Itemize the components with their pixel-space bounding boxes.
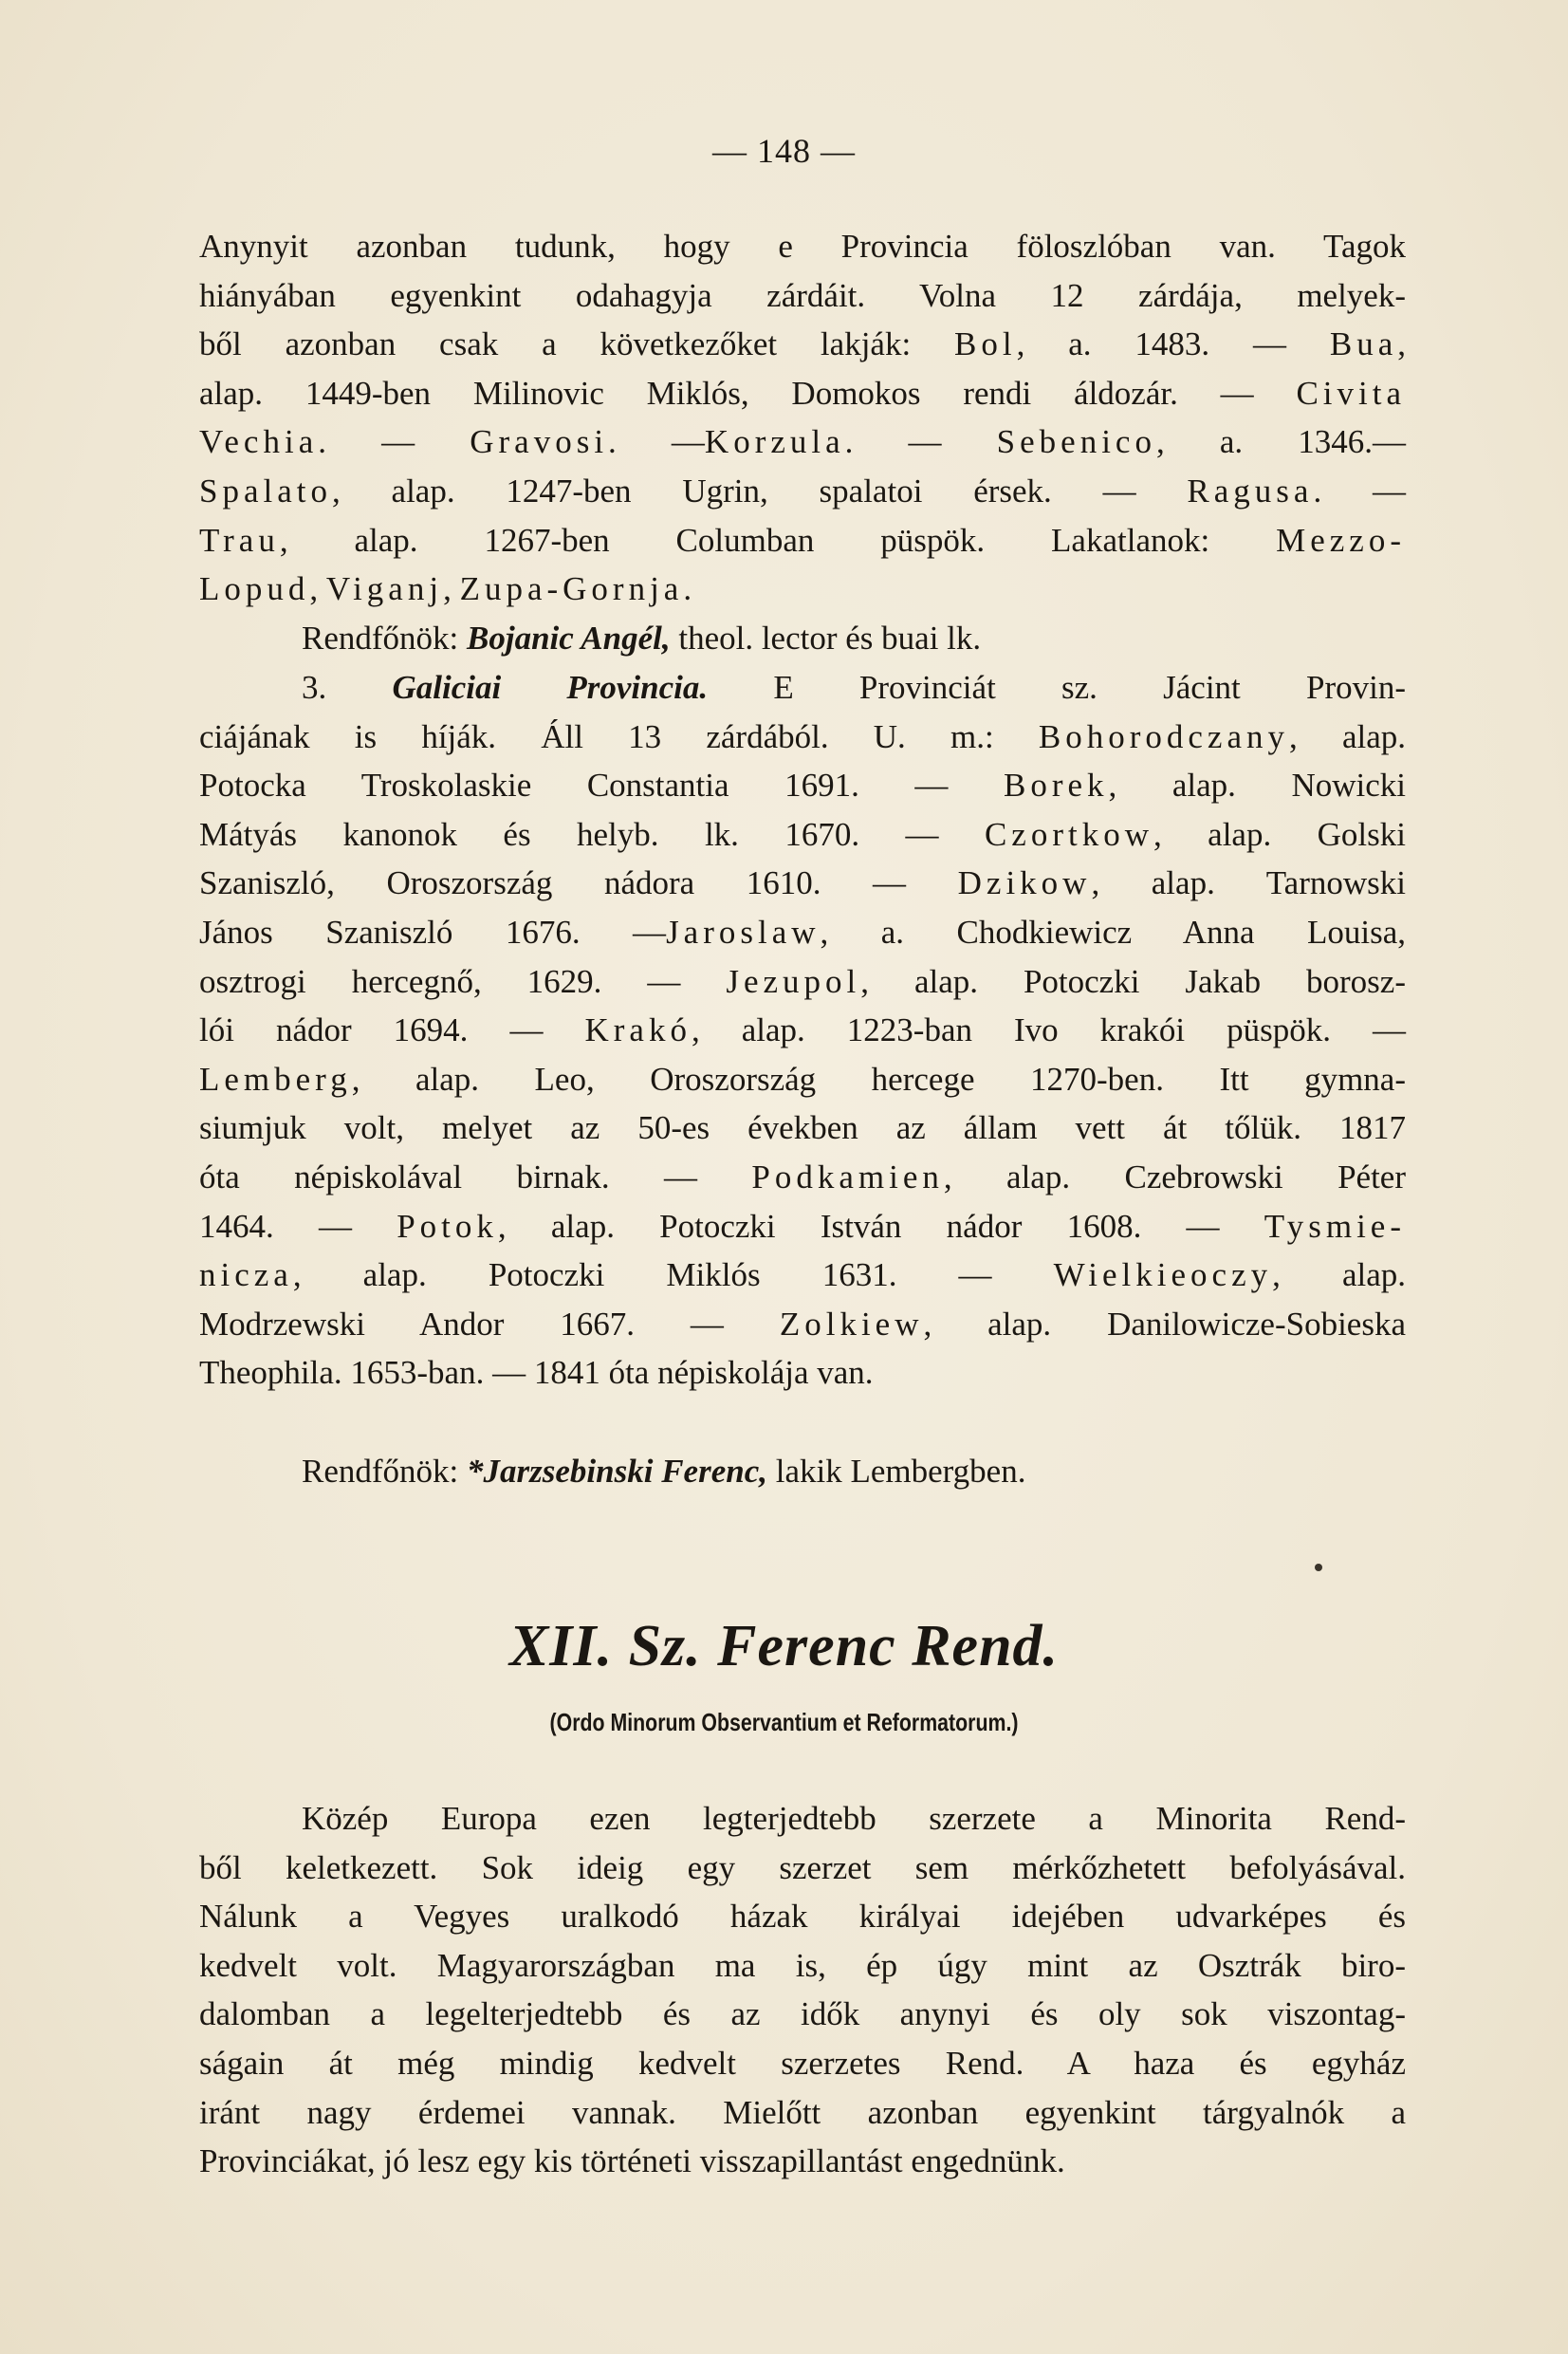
place-name: Jaroslaw [666,913,821,951]
place-name: Bua [1329,325,1398,363]
text-line: iránt nagy érdemei vannak. Mielőtt azonban egyenkint tárgyalnók a [199,2093,1406,2131]
place-name: Borek [1003,767,1109,805]
text-line: ből azonban csak a következőket lakják: Bol, a. 1483. — Bua, [199,325,1406,363]
text-line: ből keletkezett. Sok ideig egy szerzet sem mérkőzhetett befolyásával. [199,1848,1406,1886]
place-name: nicza [199,1256,293,1294]
text-line: óta népiskolával birnak. — Podkamien, alap. Czebrowski Péter [199,1158,1406,1196]
place-name: Ragusa [1187,472,1314,510]
text-line: 3. Galiciai Provincia. E Provinciát sz. Jácint Provin- [302,669,1406,706]
text-line: ciájának is híják. Áll 13 zárdából. U. m.: Bohorodczany, alap. [199,717,1406,755]
paragraph-introduction [199,1794,1406,2186]
place-name: Lopud [199,570,310,608]
text-line: Anynyit azonban tudunk, hogy e Provincia föloszlóban van. Tagok [199,228,1406,265]
paragraph-dalmatian-province [199,222,1406,614]
place-name: Mezzo- [1276,521,1406,559]
text-line: alap. 1449-ben Milinovic Miklós, Domokos rendi áldozár. — Civita [199,374,1406,412]
text-line: Vechia. — Gravosi. —Korzula. — Sebenico, a. 1346.— [199,423,1406,461]
place-name: Gravosi [470,423,609,461]
place-name: Viganj [325,570,444,608]
text-line: Lopud, Viganj, Zupa-Gornja. [199,570,692,608]
place-name: Spalato [199,472,332,510]
paragraph-superior-2 [199,1447,1406,1496]
place-name: Zolkiew [779,1305,924,1343]
chapter-subheading: (Ordo Minorum Observantium et Reformatorum.) [549,1708,1019,1736]
place-name: Tysmie- [1264,1207,1406,1245]
text-line: Nálunk a Vegyes uralkodó házak királyai idejében udvarképes és [199,1898,1406,1936]
place-name: Czortkow [984,815,1153,853]
place-name: Wielkieoczy [1053,1256,1273,1294]
text-line: Trau, alap. 1267-ben Columban püspök. Lakatlanok: Mezzo- [199,521,1406,559]
text-line: siumjuk volt, melyet az 50-es években az állam vett át tőlük. 1817 [199,1109,1406,1147]
place-name: Trau [199,521,280,559]
text-line: 1464. — Potok, alap. Potoczki István nádor 1608. — Tysmie- [199,1207,1406,1245]
place-name: Dzikow [957,864,1092,902]
text-line: Theophila. 1653-ban. — 1841 óta népiskolája van. [199,1354,874,1392]
text-line: lói nádor 1694. — Krakó, alap. 1223-ban Ivo krakói püspök. — [199,1011,1406,1049]
text-line: ságain át még mindig kedvelt szerzetes Rend. A haza és egyház [199,2044,1406,2082]
place-name: Sebenico [996,423,1156,461]
person-name: *Jarzsebinski Ferenc, [467,1453,767,1490]
place-name: Potok [397,1207,498,1245]
place-name: Jezupol [726,962,861,1000]
print-speck [1315,1564,1322,1571]
place-name: Lemberg [199,1060,352,1098]
place-name: Bohorodczany [1038,717,1289,755]
text-line: Szaniszló, Oroszország nádora 1610. — Dzikow, alap. Tarnowski [199,864,1406,902]
text-line: Modrzewski Andor 1667. — Zolkiew, alap. Danilowicze-Sobieska [199,1305,1406,1343]
text-line: Rendfőnök: *Jarzsebinski Ferenc, lakik Lembergben. [302,1453,1026,1490]
place-name: Podkamien [751,1158,944,1196]
place-name: Krakó [584,1011,692,1049]
text-line: dalomban a legelterjedtebb és az idők anynyi és oly sok viszontag- [199,1995,1406,2033]
text-line: Közép Europa ezen legterjedtebb szerzete a Minorita Rend- [302,1800,1406,1837]
text-line: Provinciákat, jó lesz egy kis történeti visszapillantást engednünk. [199,2142,1065,2180]
paragraph-galician-province [199,663,1406,1398]
place-name: Zupa-Gornja [459,570,684,608]
text-line: hiányában egyenkint odahagyja zárdáit. Volna 12 zárdája, melyek- [199,276,1406,314]
page-number: — 148 — [712,132,856,170]
text-line: Spalato, alap. 1247-ben Ugrin, spalatoi érsek. — Ragusa. — [199,472,1406,510]
section-title: Galiciai Provincia. [392,669,709,706]
text-line: nicza, alap. Potoczki Miklós 1631. — Wielkieoczy, alap. [199,1256,1407,1294]
text-line: Rendfőnök: Bojanic Angél, theol. lector és buai lk. [302,620,982,657]
chapter-heading: XII. Sz. Ferenc Rend. [508,1614,1060,1678]
text-line: János Szaniszló 1676. —Jaroslaw, a. Chodkiewicz Anna Louisa, [199,913,1406,951]
place-name: Korzula [704,423,845,461]
place-name: Bol [954,325,1017,363]
person-name: Bojanic Angél, [467,620,671,657]
place-name: Vechia [199,423,319,461]
text-line: kedvelt volt. Magyarországban ma is, ép úgy mint az Osztrák biro- [199,1946,1406,1984]
paragraph-superior-1 [199,614,1406,663]
place-name: Civita [1296,374,1406,412]
text-line: osztrogi hercegnő, 1629. — Jezupol, alap. Potoczki Jakab borosz- [199,962,1406,1000]
text-line: Lemberg, alap. Leo, Oroszország hercege 1270-ben. Itt gymna- [199,1060,1406,1098]
text-line: Potocka Troskolaskie Constantia 1691. — Borek, alap. Nowicki [199,767,1406,805]
text-line: Mátyás kanonok és helyb. lk. 1670. — Czortkow, alap. Golski [199,815,1406,853]
